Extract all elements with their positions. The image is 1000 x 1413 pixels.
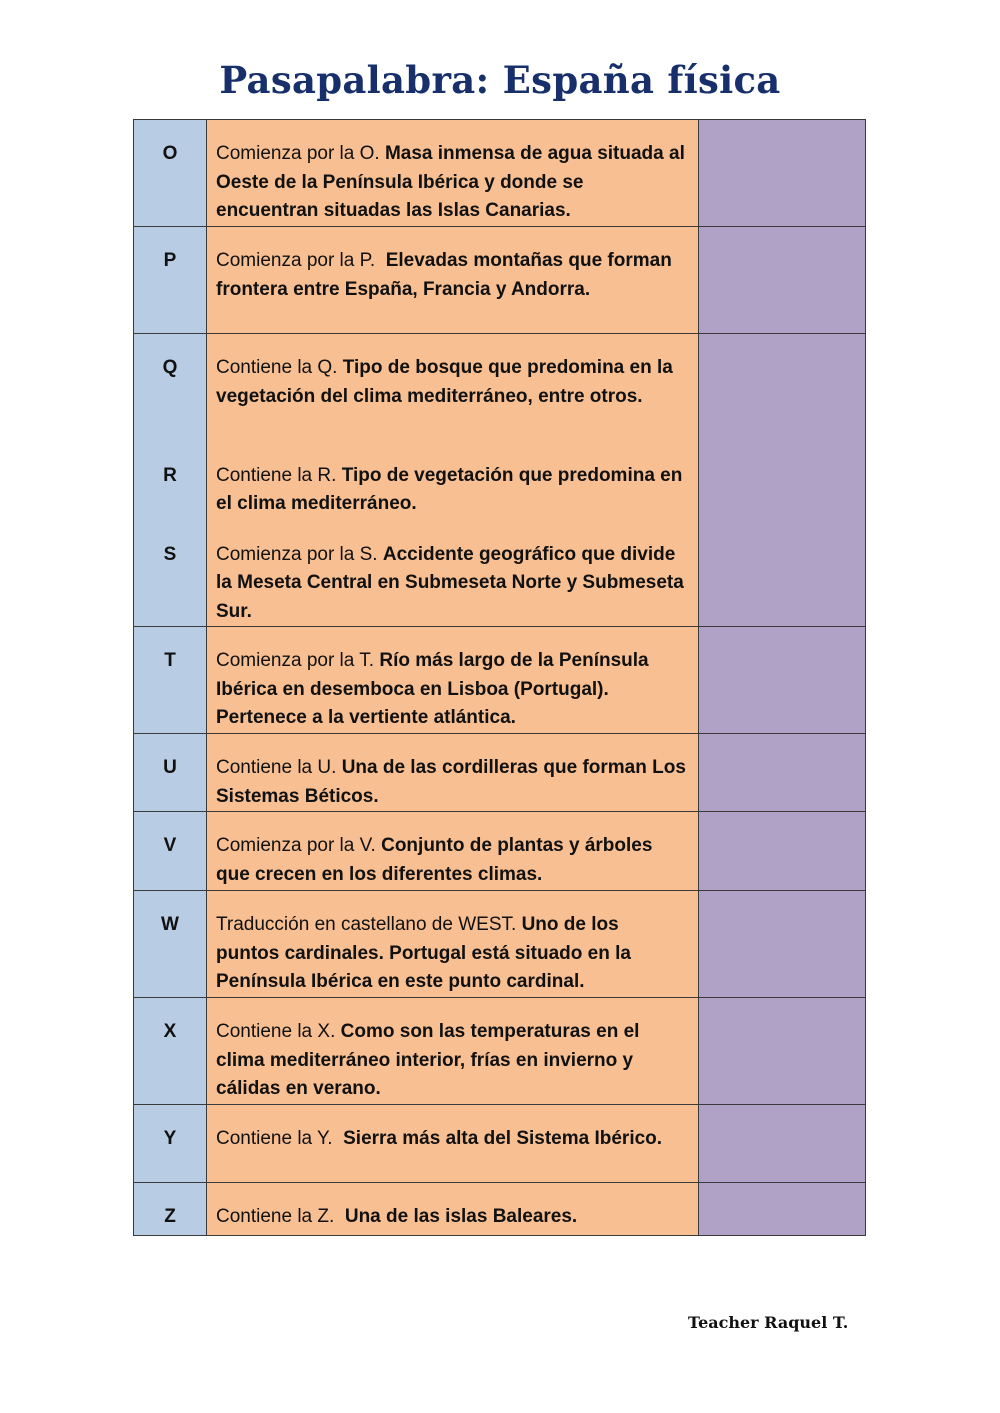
clue-definition: Uno de los puntos cardinales. Portugal está situado en la Península Ibérica en este punto cardinal. <box>216 914 631 992</box>
clue-text <box>207 247 698 304</box>
clue-intro: Contiene la Y. <box>216 1128 344 1149</box>
answer-cell[interactable] <box>699 1105 866 1183</box>
answer-cell[interactable] <box>699 627 866 734</box>
clue-definition: Río más largo de la Península Ibérica en desemboca en Lisboa (Portugal). Pertenece a la vertiente atlántica. <box>216 650 649 728</box>
clue-text <box>207 754 698 811</box>
page-title: Pasapalabra: España física <box>219 58 781 102</box>
table-row <box>134 734 866 812</box>
answer-cell[interactable] <box>699 998 866 1105</box>
table-row <box>134 627 866 734</box>
answer-cell[interactable] <box>699 227 866 334</box>
letter-label: X <box>163 1021 177 1042</box>
letter-label: O <box>162 143 178 164</box>
clue-cell <box>207 627 699 734</box>
clue-text <box>207 354 698 440</box>
clue-intro: Comienza por la S. <box>216 543 383 565</box>
quiz-table <box>133 119 866 1236</box>
answer-cell[interactable] <box>699 120 866 227</box>
letter-cell <box>134 998 207 1105</box>
letter-cell <box>134 334 207 627</box>
table-row <box>134 998 866 1105</box>
clue-intro: Comienza por la T. <box>216 650 380 671</box>
clue-intro: Contiene la Q. <box>216 357 343 378</box>
clue-intro: Comienza por la O. <box>216 143 385 164</box>
clue-definition: Accidente geográfico que divide la Meseta Central en Submeseta Norte y Submeseta Sur. <box>216 543 684 622</box>
answer-cell[interactable] <box>699 734 866 812</box>
clue-text <box>207 140 698 226</box>
answer-cell[interactable] <box>699 1183 866 1236</box>
letter-cell <box>134 627 207 734</box>
letter-label: Y <box>163 1128 177 1149</box>
clue-intro: Comienza por la V. <box>216 835 382 856</box>
answer-cell[interactable] <box>699 891 866 998</box>
letter-cell <box>134 227 207 334</box>
clue-cell <box>207 227 699 334</box>
letter-cell <box>134 1105 207 1183</box>
clue-cell <box>207 334 699 627</box>
clue-definition: Elevadas montañas que forman frontera entre España, Francia y Andorra. <box>216 250 672 300</box>
table-row <box>134 1105 866 1183</box>
clue-cell <box>207 120 699 227</box>
answer-cell[interactable] <box>699 334 866 627</box>
table-row <box>134 227 866 334</box>
clue-text <box>207 647 698 733</box>
clue-text <box>207 462 698 519</box>
clue-text <box>207 1125 674 1154</box>
clue-cell <box>207 891 699 998</box>
letter-label: T <box>164 650 176 671</box>
clue-intro: Traducción en castellano de WEST. <box>216 914 522 935</box>
letter-cell <box>134 120 207 227</box>
letter-label: W <box>161 914 179 935</box>
clue-cell <box>207 998 699 1105</box>
table-row <box>134 120 866 227</box>
letter-label: P <box>163 250 177 271</box>
clue-cell <box>207 1183 699 1236</box>
clue-definition: Una de las islas Baleares. <box>344 1206 578 1227</box>
letter-label: U <box>163 757 177 778</box>
clue-text <box>207 541 698 627</box>
letter-label: R <box>163 464 177 486</box>
clue-text <box>207 1203 589 1232</box>
clue-text <box>207 911 698 997</box>
table-row <box>134 812 866 891</box>
letter-label: S <box>163 543 177 565</box>
answer-cell[interactable] <box>699 812 866 891</box>
clue-definition: Tipo de vegetación que predomina en el clima mediterráneo. <box>216 464 683 514</box>
table-row <box>134 891 866 998</box>
clue-intro: Contiene la Z. <box>216 1206 345 1227</box>
table-row <box>134 1183 866 1236</box>
clue-cell <box>207 1105 699 1183</box>
letter-label: Z <box>164 1206 176 1227</box>
letter-cell <box>134 1183 207 1236</box>
clue-cell <box>207 734 699 812</box>
clue-intro: Comienza por la P. <box>216 250 386 271</box>
table-row <box>134 334 866 627</box>
clue-definition: Como son las temperaturas en el clima mediterráneo interior, frías en invierno y cálidas en verano. <box>216 1021 640 1099</box>
clue-definition: Conjunto de plantas y árboles que crecen en los diferentes climas. <box>216 835 653 885</box>
clue-cell <box>207 812 699 891</box>
clue-text <box>207 832 698 889</box>
clue-definition: Sierra más alta del Sistema Ibérico. <box>343 1128 663 1149</box>
letter-cell <box>134 891 207 998</box>
clue-definition: Masa inmensa de agua situada al Oeste de la Península Ibérica y donde se encuentran situadas las Islas Canarias. <box>216 143 685 221</box>
letter-label: V <box>163 835 177 856</box>
clue-intro: Contiene la X. <box>216 1021 341 1042</box>
letter-label: Q <box>162 357 178 378</box>
clue-intro: Contiene la U. <box>216 757 342 778</box>
clue-intro: Contiene la R. <box>216 464 342 486</box>
clue-definition: Tipo de bosque que predomina en la vegetación del clima mediterráneo, entre otros. <box>216 357 673 407</box>
clue-definition: Una de las cordilleras que forman Los Sistemas Béticos. <box>216 757 686 807</box>
letter-cell <box>134 812 207 891</box>
author-credit: Teacher Raquel T. <box>688 1313 849 1332</box>
letter-cell <box>134 734 207 812</box>
clue-text <box>207 1018 698 1104</box>
